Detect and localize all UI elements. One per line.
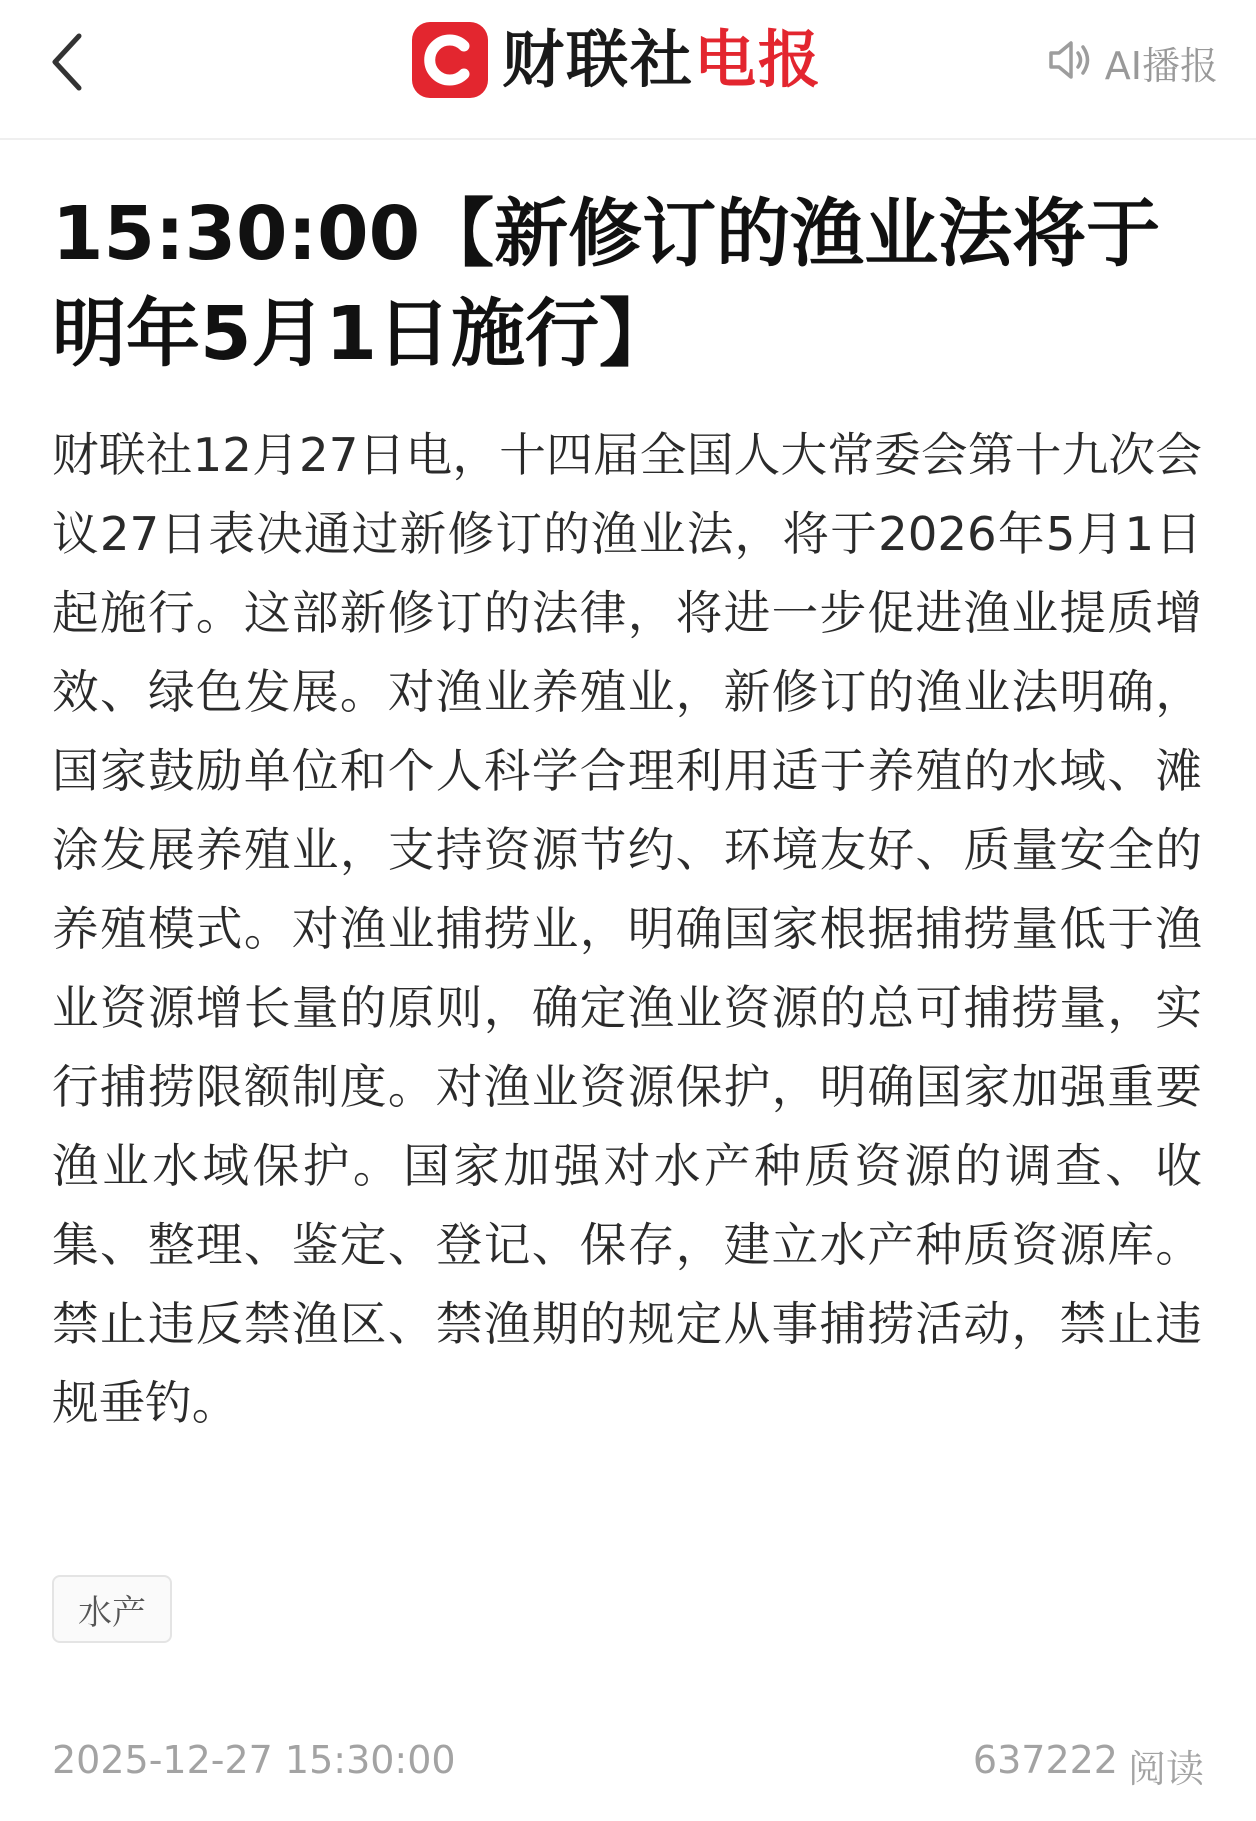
topic-tag-label: 水产 bbox=[78, 1592, 146, 1633]
read-count-number: 637222 bbox=[972, 1738, 1118, 1782]
brand-name-red: 电报 bbox=[694, 23, 823, 96]
cls-c-logo-icon bbox=[412, 22, 488, 98]
brand-name-dark: 财联社 bbox=[502, 23, 695, 96]
brand-logo-group bbox=[412, 20, 822, 100]
publish-timestamp: 2025-12-27 15:30:00 bbox=[52, 1738, 456, 1782]
article-body: 财联社12月27日电，十四届全国人大常委会第十九次会议27日表决通过新修订的渔业法，将于2026年5月1日起施行。这部新修订的法律，将进一步促进渔业提质增效、绿色发展。对渔业养殖业，新修订的渔业法明确，国家鼓励单位和个人科学合理利用适于养殖的水域、滩涂发展养殖业，支持资源节约、环境友好、质量安全的养殖模式。对渔业捕捞业，明确国家根据捕捞量低于渔业资源增长量的原则，确定渔业资源的总可捕捞量，实行捕捞限额制度。对渔业资源保护，明确国家加强重要渔业水域保护。国家加强对水产种质资源的调查、收集、整理、鉴定、登记、保存，建立水产种质资源库。禁止违反禁渔区、禁渔期的规定从事捕捞活动，禁止违规垂钓。 bbox=[52, 428, 1202, 1430]
read-count bbox=[973, 1738, 1204, 1793]
brand-name bbox=[502, 20, 822, 100]
topic-tag[interactable] bbox=[52, 1575, 172, 1643]
back-button[interactable] bbox=[34, 24, 98, 100]
top-bar bbox=[0, 0, 1256, 140]
read-count-label: 阅读 bbox=[1127, 1747, 1204, 1791]
article-title: 15:30:00【新修订的渔业法将于明年5月1日施行】 bbox=[52, 191, 1161, 377]
chevron-left-icon bbox=[49, 32, 83, 92]
ai-report-label: AI播报 bbox=[1104, 43, 1218, 88]
speaker-icon bbox=[1047, 38, 1093, 86]
ai-report-button[interactable] bbox=[1047, 34, 1218, 90]
